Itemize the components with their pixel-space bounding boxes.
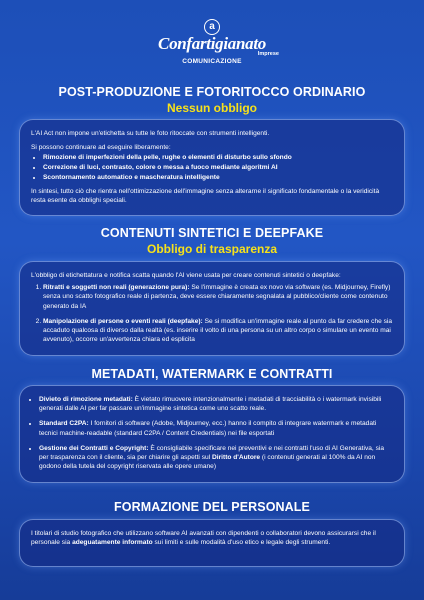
list-item: • Scontornamento automatico e mascheratura intelligente [43, 173, 393, 182]
section4-title: FORMAZIONE DEL PERSONALE [114, 500, 310, 514]
item-text-end: (i contenuti generati al 100% da AI non godono della tutela del copyright riservata alle opere umane) [39, 454, 376, 471]
logo-emblem-icon: a [204, 19, 220, 35]
item-label: Ritratti e soggetti non reali (generazione pura): [43, 284, 190, 292]
section1-card [19, 119, 405, 216]
section2-subtitle: Obbligo di trasparenza [146, 242, 278, 256]
item-label: Divieto di rimozione metadati: [39, 396, 133, 403]
section1-intro: L'AI Act non impone un'etichetta su tutte le foto ritoccate con strumenti intelligenti. [31, 130, 270, 137]
section2-numbered-list [43, 283, 393, 344]
section3-title: METADATI, WATERMARK E CONTRATTI [91, 367, 333, 381]
section1-bullet-list [43, 153, 393, 182]
confartigianato-logo [0, 16, 424, 65]
section2-card [19, 261, 405, 356]
section1-subtitle: Nessun obbligo [167, 101, 257, 115]
item-label: Gestione dei Contratti e Copyright: [39, 444, 149, 452]
section1-lead: Si possono continuare ad eseguire liberamente: [31, 144, 171, 152]
section3-bullet-list [39, 395, 393, 471]
item-text: È vietato rimuovere intenzionalmente i metadati di tracciabilità o i watermark invisibili generati dalle AI per far passare un'immagine sintetica come uno scatto reale. [39, 396, 382, 413]
section1-title: POST-PRODUZIONE E FOTORITOCCO ORDINARIO [58, 85, 366, 99]
list-item [43, 283, 393, 311]
section1-closing: In sintesi, tutto ciò che rientra nell'ottimizzazione dell'immagine senza alterarne il significato fondamentale o la veridicità resta esente da obblighi speciali. [31, 188, 380, 205]
list-item [39, 444, 393, 472]
item-text: I fornitori di software (Adobe, Midjourney, ecc.) hanno il compito di integrare watermark e metadati tecnici machine-readable (standard C2PA / Content Credentials) nei file esportati [39, 420, 377, 437]
list-item: • Rimozione di imperfezioni della pelle, rughe o elementi di disturbo sullo sfondo [43, 153, 393, 162]
section4-bold-text: adeguatamente informato [72, 539, 153, 547]
list-item [39, 419, 393, 437]
logo-division: COMUNICAZIONE [182, 58, 242, 65]
list-item [39, 395, 393, 413]
item-text: È consigliabile specificare nei preventivi e nei contratti l'uso di AI Generativa, sia per trasparenza con il cliente, sia per chiarire gli aspetti sul [39, 444, 385, 462]
section3-card [19, 385, 405, 483]
item-label: Manipolazione di persone o eventi reali (deepfake): [43, 317, 203, 325]
section2-title: CONTENUTI SINTETICI E DEEPFAKE [100, 226, 324, 240]
logo-name: Confartigianato [158, 34, 266, 53]
logo-subtitle: Imprese [257, 51, 279, 57]
item-bold-text: Diritto d'Autore [212, 454, 261, 462]
item-text: Se si modifica un'immagine reale al punto da far credere che sia accaduto qualcosa di diverso dalla realtà (es. inserire il volto di una persona su un altro corpo o simulare un evento mai avvenuto), occorre un'avvertenza chiara ed esplicita [43, 317, 393, 344]
list-item [43, 317, 393, 345]
item-text: Se l'immagine è creata ex novo via software (es. Midjourney, Firefly) senza uno scatto fotografico reale di partenza, deve essere chiaramente segnalata al pubblico/cliente come contenuto generato da IA [43, 284, 391, 310]
section2-intro: L'obbligo di etichettatura e notifica scatta quando l'AI viene usata per creare contenuti sintetici o deepfake: [31, 272, 341, 279]
section4-card [19, 519, 405, 567]
section4-text-end: sui limiti e sulle modalità d'uso etico e legale degli strumenti. [152, 539, 331, 547]
section4-text-start: I titolari di studio fotografico che utilizzano software AI avanzati con dipendenti o collaboratori devono assicurarsi che il personale sia [31, 530, 376, 547]
section4-text [31, 529, 393, 547]
list-item: • Correzione di luci, contrasto, colore o messa a fuoco mediante algoritmi AI [43, 163, 393, 172]
item-label: Standard C2PA: [39, 420, 89, 428]
